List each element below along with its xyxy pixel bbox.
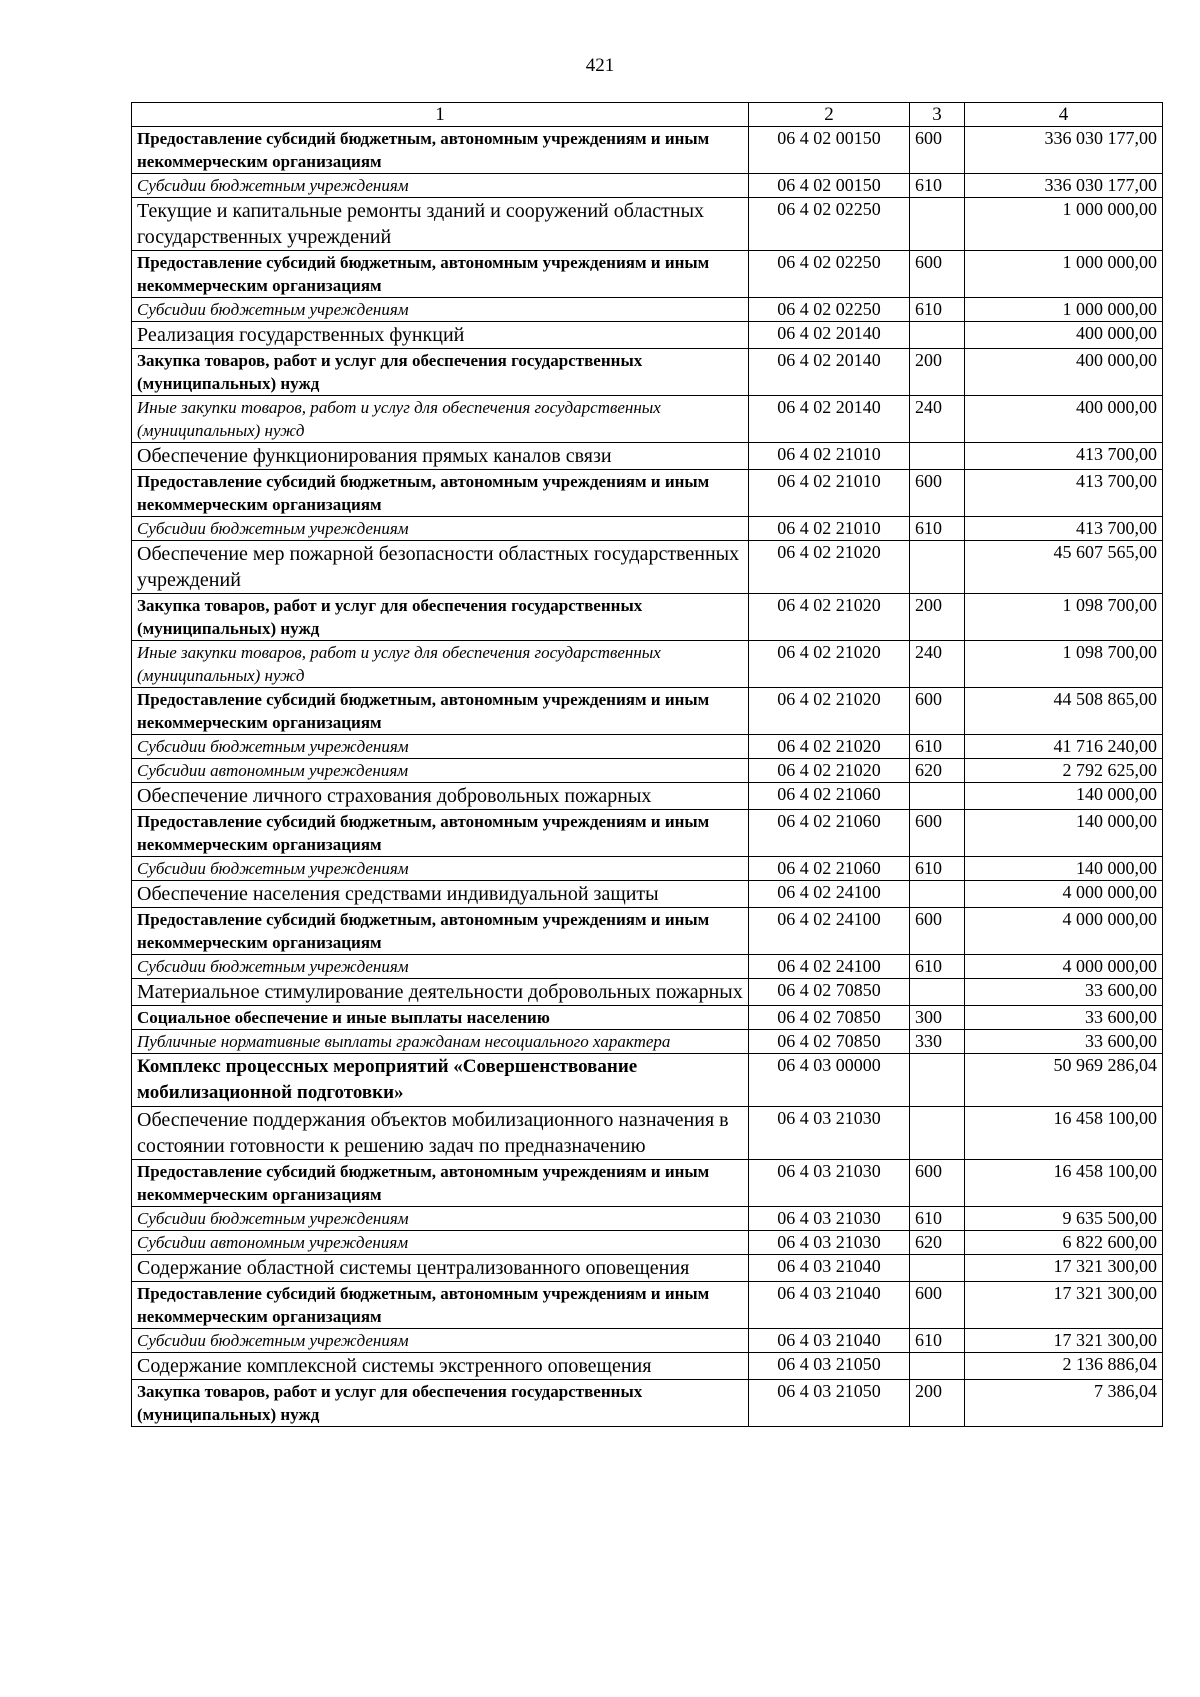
budget-table (131, 102, 1163, 1427)
table-row (132, 298, 1163, 322)
row-name-cell: Иные закупки товаров, работ и услуг для обеспечения государственных (муниципальных) нужд (132, 641, 749, 688)
row-name-cell: Реализация государственных функций (132, 322, 749, 349)
row-name-cell: Обеспечение функционирования прямых каналов связи (132, 443, 749, 470)
table-row (132, 1030, 1163, 1054)
row-code-cell: 06 4 02 20140 (749, 396, 910, 443)
row-type-cell: 600 (910, 470, 965, 517)
row-name-cell: Субсидии бюджетным учреждениям (132, 1329, 749, 1353)
row-sum-cell: 41 716 240,00 (965, 735, 1163, 759)
table-row (132, 541, 1163, 594)
row-code-cell: 06 4 02 24100 (749, 955, 910, 979)
row-type-cell (910, 979, 965, 1006)
table-row (132, 1329, 1163, 1353)
row-sum-cell: 336 030 177,00 (965, 174, 1163, 198)
row-sum-cell: 1 098 700,00 (965, 641, 1163, 688)
row-code-cell: 06 4 02 21020 (749, 641, 910, 688)
row-type-cell: 330 (910, 1030, 965, 1054)
row-sum-cell: 17 321 300,00 (965, 1282, 1163, 1329)
row-sum-cell: 33 600,00 (965, 979, 1163, 1006)
row-code-cell: 06 4 02 21060 (749, 857, 910, 881)
row-sum-cell: 1 000 000,00 (965, 198, 1163, 251)
row-code-cell: 06 4 02 21020 (749, 759, 910, 783)
row-name-cell: Предоставление субсидий бюджетным, автономным учреждениям и иным некоммерческим организациям (132, 1160, 749, 1207)
row-name-cell: Обеспечение населения средствами индивидуальной защиты (132, 881, 749, 908)
row-name-cell: Обеспечение поддержания объектов мобилизационного назначения в состоянии готовности к решению задач по предназначению (132, 1107, 749, 1160)
row-code-cell: 06 4 03 21050 (749, 1380, 910, 1427)
row-code-cell: 06 4 03 00000 (749, 1054, 910, 1107)
row-type-cell: 200 (910, 349, 965, 396)
row-name-cell: Субсидии бюджетным учреждениям (132, 735, 749, 759)
row-code-cell: 06 4 02 70850 (749, 1006, 910, 1030)
row-name-cell: Субсидии бюджетным учреждениям (132, 955, 749, 979)
row-name-cell: Содержание областной системы централизованного оповещения (132, 1255, 749, 1282)
row-name-cell: Содержание комплексной системы экстренного оповещения (132, 1353, 749, 1380)
row-code-cell: 06 4 02 00150 (749, 127, 910, 174)
row-type-cell: 610 (910, 517, 965, 541)
row-code-cell: 06 4 02 20140 (749, 322, 910, 349)
row-name-cell: Предоставление субсидий бюджетным, автономным учреждениям и иным некоммерческим организациям (132, 470, 749, 517)
row-name-cell: Предоставление субсидий бюджетным, автономным учреждениям и иным некоммерческим организациям (132, 251, 749, 298)
row-type-cell: 610 (910, 955, 965, 979)
row-code-cell: 06 4 03 21030 (749, 1231, 910, 1255)
row-name-cell: Предоставление субсидий бюджетным, автономным учреждениям и иным некоммерческим организациям (132, 1282, 749, 1329)
row-sum-cell: 140 000,00 (965, 857, 1163, 881)
row-sum-cell: 413 700,00 (965, 470, 1163, 517)
row-name-cell: Субсидии автономным учреждениям (132, 759, 749, 783)
table-row (132, 1282, 1163, 1329)
row-code-cell: 06 4 03 21030 (749, 1160, 910, 1207)
row-code-cell: 06 4 02 21060 (749, 783, 910, 810)
table-row (132, 1231, 1163, 1255)
row-sum-cell: 413 700,00 (965, 443, 1163, 470)
row-name-cell: Субсидии автономным учреждениям (132, 1231, 749, 1255)
table-row (132, 810, 1163, 857)
row-code-cell: 06 4 02 21010 (749, 443, 910, 470)
row-name-cell: Публичные нормативные выплаты гражданам несоциального характера (132, 1030, 749, 1054)
row-type-cell (910, 783, 965, 810)
row-type-cell: 200 (910, 1380, 965, 1427)
table-row (132, 174, 1163, 198)
table-row (132, 641, 1163, 688)
table-row (132, 322, 1163, 349)
row-type-cell: 240 (910, 396, 965, 443)
row-type-cell: 600 (910, 688, 965, 735)
row-name-cell: Обеспечение личного страхования добровольных пожарных (132, 783, 749, 810)
row-type-cell: 600 (910, 251, 965, 298)
row-sum-cell: 4 000 000,00 (965, 881, 1163, 908)
row-type-cell: 600 (910, 1160, 965, 1207)
table-row (132, 979, 1163, 1006)
row-name-cell: Субсидии бюджетным учреждениям (132, 857, 749, 881)
row-type-cell (910, 541, 965, 594)
table-row (132, 1207, 1163, 1231)
table-row (132, 1255, 1163, 1282)
row-sum-cell: 336 030 177,00 (965, 127, 1163, 174)
table-row (132, 735, 1163, 759)
row-sum-cell: 6 822 600,00 (965, 1231, 1163, 1255)
row-name-cell: Предоставление субсидий бюджетным, автономным учреждениям и иным некоммерческим организациям (132, 127, 749, 174)
row-sum-cell: 4 000 000,00 (965, 955, 1163, 979)
header-cell-name: 1 (132, 103, 749, 127)
row-name-cell: Субсидии бюджетным учреждениям (132, 298, 749, 322)
row-sum-cell: 140 000,00 (965, 810, 1163, 857)
row-type-cell: 600 (910, 127, 965, 174)
row-type-cell: 610 (910, 857, 965, 881)
row-sum-cell: 140 000,00 (965, 783, 1163, 810)
table-row (132, 857, 1163, 881)
row-type-cell (910, 443, 965, 470)
row-code-cell: 06 4 02 70850 (749, 979, 910, 1006)
row-type-cell (910, 1107, 965, 1160)
row-sum-cell: 400 000,00 (965, 322, 1163, 349)
row-type-cell: 300 (910, 1006, 965, 1030)
table-row (132, 251, 1163, 298)
row-type-cell: 620 (910, 759, 965, 783)
row-sum-cell: 16 458 100,00 (965, 1160, 1163, 1207)
row-sum-cell: 33 600,00 (965, 1006, 1163, 1030)
row-code-cell: 06 4 02 21020 (749, 541, 910, 594)
table-row (132, 127, 1163, 174)
table-row (132, 1353, 1163, 1380)
row-name-cell: Комплекс процессных мероприятий «Совершенствование мобилизационной подготовки» (132, 1054, 749, 1107)
row-sum-cell: 16 458 100,00 (965, 1107, 1163, 1160)
row-name-cell: Предоставление субсидий бюджетным, автономным учреждениям и иным некоммерческим организациям (132, 908, 749, 955)
row-sum-cell: 50 969 286,04 (965, 1054, 1163, 1107)
row-code-cell: 06 4 02 02250 (749, 298, 910, 322)
row-name-cell: Субсидии бюджетным учреждениям (132, 1207, 749, 1231)
row-code-cell: 06 4 02 70850 (749, 1030, 910, 1054)
row-name-cell: Закупка товаров, работ и услуг для обеспечения государственных (муниципальных) нужд (132, 349, 749, 396)
row-sum-cell: 400 000,00 (965, 396, 1163, 443)
row-type-cell: 240 (910, 641, 965, 688)
row-code-cell: 06 4 02 21010 (749, 517, 910, 541)
row-sum-cell: 33 600,00 (965, 1030, 1163, 1054)
row-sum-cell: 45 607 565,00 (965, 541, 1163, 594)
table-row (132, 688, 1163, 735)
row-sum-cell: 2 136 886,04 (965, 1353, 1163, 1380)
row-name-cell: Иные закупки товаров, работ и услуг для обеспечения государственных (муниципальных) нужд (132, 396, 749, 443)
row-name-cell: Субсидии бюджетным учреждениям (132, 174, 749, 198)
row-type-cell: 200 (910, 594, 965, 641)
row-name-cell: Предоставление субсидий бюджетным, автономным учреждениям и иным некоммерческим организациям (132, 810, 749, 857)
row-code-cell: 06 4 02 21020 (749, 688, 910, 735)
row-code-cell: 06 4 02 24100 (749, 908, 910, 955)
row-sum-cell: 7 386,04 (965, 1380, 1163, 1427)
row-sum-cell: 9 635 500,00 (965, 1207, 1163, 1231)
table-row (132, 759, 1163, 783)
row-sum-cell: 1 000 000,00 (965, 298, 1163, 322)
row-type-cell: 600 (910, 1282, 965, 1329)
row-type-cell (910, 1353, 965, 1380)
row-sum-cell: 4 000 000,00 (965, 908, 1163, 955)
row-sum-cell: 17 321 300,00 (965, 1329, 1163, 1353)
row-code-cell: 06 4 02 21020 (749, 735, 910, 759)
row-name-cell: Обеспечение мер пожарной безопасности областных государственных учреждений (132, 541, 749, 594)
header-cell-sum: 4 (965, 103, 1163, 127)
table-row (132, 396, 1163, 443)
row-type-cell (910, 198, 965, 251)
table-row (132, 881, 1163, 908)
row-sum-cell: 413 700,00 (965, 517, 1163, 541)
row-code-cell: 06 4 02 00150 (749, 174, 910, 198)
table-row (132, 1054, 1163, 1107)
table-row (132, 517, 1163, 541)
row-type-cell: 610 (910, 735, 965, 759)
row-sum-cell: 17 321 300,00 (965, 1255, 1163, 1282)
row-type-cell (910, 881, 965, 908)
header-cell-type: 3 (910, 103, 965, 127)
row-code-cell: 06 4 03 21050 (749, 1353, 910, 1380)
row-code-cell: 06 4 02 20140 (749, 349, 910, 396)
row-type-cell (910, 1054, 965, 1107)
table-row (132, 955, 1163, 979)
row-code-cell: 06 4 03 21040 (749, 1329, 910, 1353)
row-name-cell: Текущие и капитальные ремонты зданий и сооружений областных государственных учреждений (132, 198, 749, 251)
row-sum-cell: 44 508 865,00 (965, 688, 1163, 735)
row-type-cell: 610 (910, 298, 965, 322)
row-code-cell: 06 4 02 21020 (749, 594, 910, 641)
table-row (132, 783, 1163, 810)
table-row (132, 908, 1163, 955)
row-code-cell: 06 4 02 02250 (749, 251, 910, 298)
row-code-cell: 06 4 03 21040 (749, 1255, 910, 1282)
row-sum-cell: 1 000 000,00 (965, 251, 1163, 298)
table-row (132, 1006, 1163, 1030)
row-type-cell (910, 322, 965, 349)
table-row (132, 594, 1163, 641)
row-type-cell: 620 (910, 1231, 965, 1255)
row-sum-cell: 400 000,00 (965, 349, 1163, 396)
row-name-cell: Материальное стимулирование деятельности добровольных пожарных (132, 979, 749, 1006)
row-type-cell: 610 (910, 1207, 965, 1231)
row-sum-cell: 1 098 700,00 (965, 594, 1163, 641)
table-row (132, 1160, 1163, 1207)
row-name-cell: Предоставление субсидий бюджетным, автономным учреждениям и иным некоммерческим организациям (132, 688, 749, 735)
row-type-cell: 600 (910, 810, 965, 857)
table-row (132, 1107, 1163, 1160)
row-type-cell: 610 (910, 1329, 965, 1353)
row-type-cell (910, 1255, 965, 1282)
header-cell-code: 2 (749, 103, 910, 127)
row-code-cell: 06 4 03 21030 (749, 1207, 910, 1231)
row-type-cell: 600 (910, 908, 965, 955)
row-code-cell: 06 4 02 02250 (749, 198, 910, 251)
row-name-cell: Закупка товаров, работ и услуг для обеспечения государственных (муниципальных) нужд (132, 594, 749, 641)
row-code-cell: 06 4 02 21010 (749, 470, 910, 517)
table-row (132, 349, 1163, 396)
row-code-cell: 06 4 02 21060 (749, 810, 910, 857)
row-code-cell: 06 4 03 21030 (749, 1107, 910, 1160)
row-name-cell: Социальное обеспечение и иные выплаты населению (132, 1006, 749, 1030)
row-name-cell: Субсидии бюджетным учреждениям (132, 517, 749, 541)
row-name-cell: Закупка товаров, работ и услуг для обеспечения государственных (муниципальных) нужд (132, 1380, 749, 1427)
budget-table-body (132, 103, 1163, 1427)
row-code-cell: 06 4 03 21040 (749, 1282, 910, 1329)
row-code-cell: 06 4 02 24100 (749, 881, 910, 908)
table-row (132, 198, 1163, 251)
header-row (132, 103, 1163, 127)
table-row (132, 470, 1163, 517)
table-row (132, 1380, 1163, 1427)
row-type-cell: 610 (910, 174, 965, 198)
table-row (132, 443, 1163, 470)
row-sum-cell: 2 792 625,00 (965, 759, 1163, 783)
page-number: 421 (585, 55, 615, 76)
